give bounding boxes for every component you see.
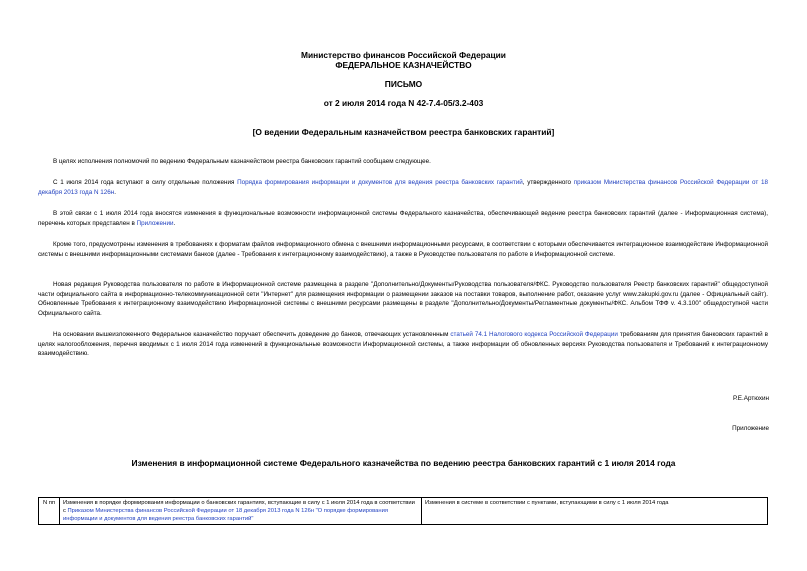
appendix-title: Изменения в информационной системе Федерального казначейства по ведению реестра банковских гарантий с 1 июля 2014 года bbox=[131, 458, 676, 468]
changes-table bbox=[38, 497, 768, 525]
link-minfin-order[interactable]: приказом Министерства финансов Российской Федерации от 18 декабря 2013 года N 126н bbox=[38, 179, 768, 196]
paragraph-2 bbox=[38, 178, 768, 197]
ministry-name: Министерство финансов Российской Федерации bbox=[301, 50, 506, 60]
column-header-text: Изменения в порядке формирования информации о банковских гарантиях, вступающие в силу с 1 июля 2014 года в соответствии с bbox=[63, 500, 415, 514]
agency-name: ФЕДЕРАЛЬНОЕ КАЗНАЧЕЙСТВО bbox=[335, 60, 472, 70]
paragraph-3-text: В этой связи с 1 июля 2014 года вносятся изменения в функциональные возможности информационной системы Федерального казначейства, обеспечивающей ведение реестра банковских гарантий (далее - Информационная система), перечень которых представлен в bbox=[38, 210, 768, 227]
table-header-row bbox=[39, 498, 768, 525]
paragraph-2-text: , утвержденного bbox=[522, 179, 574, 186]
paragraph-5: Новая редакция Руководства пользователя по работе в Информационной системе размещена в разделе "Дополнительно/Документы/Руководства пользователя/ФКС. Руководство пользователя Реестр банковских гарантий" общедоступной части официального сайта в информационно-телекоммуникационной сети "Интернет" для размещения информации о размещении заказов на поставки товаров, выполнение работ, оказание услуг www.zakupki.gov.ru (далее - Официальный сайт). Обновленные Требования к интеграционному взаимодействию Информационной системы с внешними ресурсами размещены в разделе "Дополнительно/Документы/Регламентные документы/ФКС. Альбом ТФФ v. 4.3.100" общедоступной части Официального сайта. bbox=[38, 281, 768, 317]
paragraph-1: В целях исполнения полномочий по ведению Федеральным казначейством реестра банковских гарантий сообщаем следующее. bbox=[53, 158, 431, 165]
link-minfin-order-table[interactable]: Приказом Министерства финансов Российской Федерации от 18 декабря 2013 года N 126н "О порядке формирования информации и документов для ведения реестра банковских гарантий" bbox=[63, 508, 388, 522]
doc-subject: [О ведении Федеральным казначейством реестра банковских гарантий] bbox=[252, 127, 555, 137]
paragraph-6-text: На основании вышеизложенного Федеральное казначейство поручает обеспечить доведение до банков, отвечающих установленным bbox=[53, 331, 451, 338]
doc-type: ПИСЬМО bbox=[384, 79, 423, 89]
paragraph-6 bbox=[38, 330, 768, 359]
paragraph-2-text: . bbox=[114, 188, 117, 196]
link-appendix[interactable]: Приложении bbox=[136, 219, 174, 227]
paragraph-2-text: С 1 июля 2014 года вступают в силу отдельные положения bbox=[53, 179, 238, 186]
paragraph-4: Кроме того, предусмотрены изменения в требованиях к форматам файлов информационного обмена с внешними информационными ресурсами, в соответствии с которыми обеспечивается интеграционное взаимодействие Информационной системы с внешними информационными системами банков (далее - Требования к интеграционному взаимодействию), а также в Руководстве пользователя по работе в Информационной системе. bbox=[38, 241, 768, 258]
link-tax-code-article[interactable]: статьей 74.1 Налогового кодекса Российской Федерации bbox=[450, 331, 618, 338]
signature: Р.Е.Артюхин bbox=[733, 395, 769, 402]
column-header-system-changes: Изменения в системе в соответствии с пунктами, вступающими в силу с 1 июля 2014 года bbox=[422, 498, 768, 525]
column-header-number: N пп bbox=[39, 498, 60, 525]
appendix-label: Приложение bbox=[732, 425, 769, 432]
paragraph-6-text: требованиям для принятия банковских гарантий в целях налогообложения, перечня вводимых с 1 июля 2014 года изменений в функциональные возможности Информационной системы, а также информации об обновленных версиях Руководства пользователя и Требований к интеграционному взаимодействию. bbox=[38, 331, 768, 358]
column-header-changes-order bbox=[60, 498, 422, 525]
paragraph-3-text: . bbox=[173, 219, 176, 227]
link-order-procedure[interactable]: Порядка формирования информации и документов для ведения реестра банковских гарантий bbox=[237, 179, 523, 186]
doc-date-number: от 2 июля 2014 года N 42-7.4-05/3.2-403 bbox=[323, 98, 484, 108]
paragraph-3 bbox=[38, 209, 768, 228]
